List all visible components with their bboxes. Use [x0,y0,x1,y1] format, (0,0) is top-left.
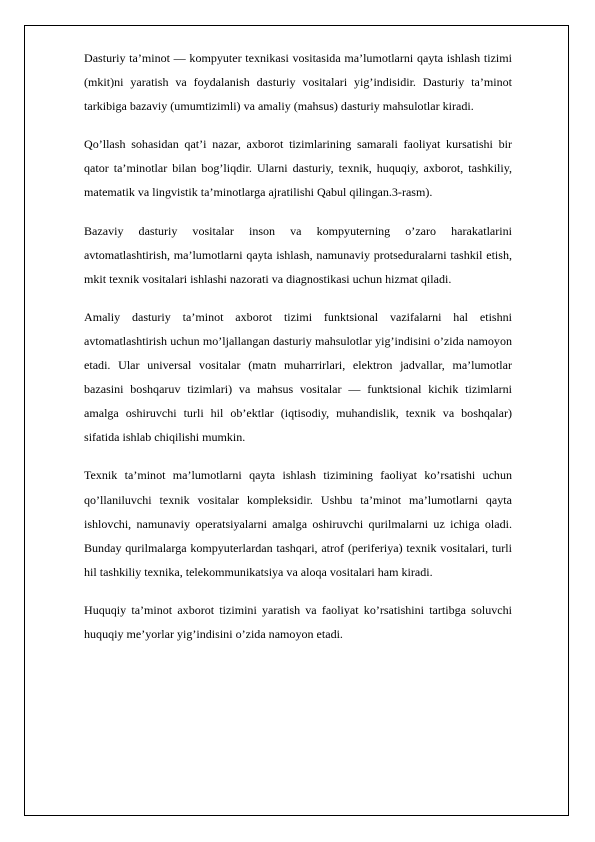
paragraph-dasturiy-taminot: Dasturiy ta’minot — kompyuter texnikasi vositasida ma’lumotlarni qayta ishlash tizimi (mkit)ni yaratish va foydalanish dasturiy vositalari yig’indisidir. Dasturiy ta’minot tarkibiga bazaviy (umumtizimli) va amaliy (mahsus) dasturiy mahsulotlar kiradi. [84,51,512,114]
paragraph-bazaviy-vositalar: Bazaviy dasturiy vositalar inson va kompyuterning o’zaro harakatlarini avtomatlashtirish, ma’lumotlarni qayta ishlash, namunaviy protseduralarni tashkil etish, mkit texnik vositalari ishlashi nazorati va diagnostikasi uchun hizmat qiladi. [84,223,512,286]
paragraph-huquqiy-taminot: Huquqiy ta’minot axborot tizimini yaratish va faoliyat ko’rsatishini tartibga soluvchi huquqiy me’yorlar yig’indisini o’zida namoyon etadi. [84,602,512,641]
document-body [84,46,512,660]
paragraph-amaliy-taminot: Amaliy dasturiy ta’minot axborot tizimi funktsional vazifalarni hal etishni avtomatlashtirish uchun mo’ljallangan dasturiy mahsulotlar yig’indisini o’zida namoyon etadi. Ular universal vositalar (matn muharrirlari, elektron jadvallar, ma’lumotlar bazasini boshqaruv tizimlari) va mahsus vositalar — funktsional kichik tizimlarni amalga oshiruvchi turli hil ob’ektlar (iqtisodiy, muhandislik, texnik va boshqalar) sifatida ishlab chiqilishi mumkin. [84,309,512,445]
paragraph-qollash-sohasi: Qo’llash sohasidan qat’i nazar, axborot tizimlarining samarali faoliyat kursatishi bir qator ta’minotlar bilan bog’liqdir. Ularni dasturiy, texnik, huquqiy, axborot, tashkiliy, matematik va lingvistik ta’minotlarga ajratilishi Qabul qilingan.3-rasm). [84,137,512,200]
paragraph-texnik-taminot: Texnik ta’minot ma’lumotlarni qayta ishlash tizimining faoliyat ko’rsatishi uchun qo’llaniluvchi texnik vositalar kompleksidir. Ushbu ta’minot ma’lumotlarni qayta ishlovchi, namunaviy operatsiyalarni amalga oshiruvchi qurilmalarni uz ichiga oladi. Bunday qurilmalarga kompyuterlardan tashqari, atrof (periferiya) texnik vositalari, turli hil tashkiliy texnika, telekommunikatsiya va aloqa vositalari ham kiradi. [84,468,512,579]
